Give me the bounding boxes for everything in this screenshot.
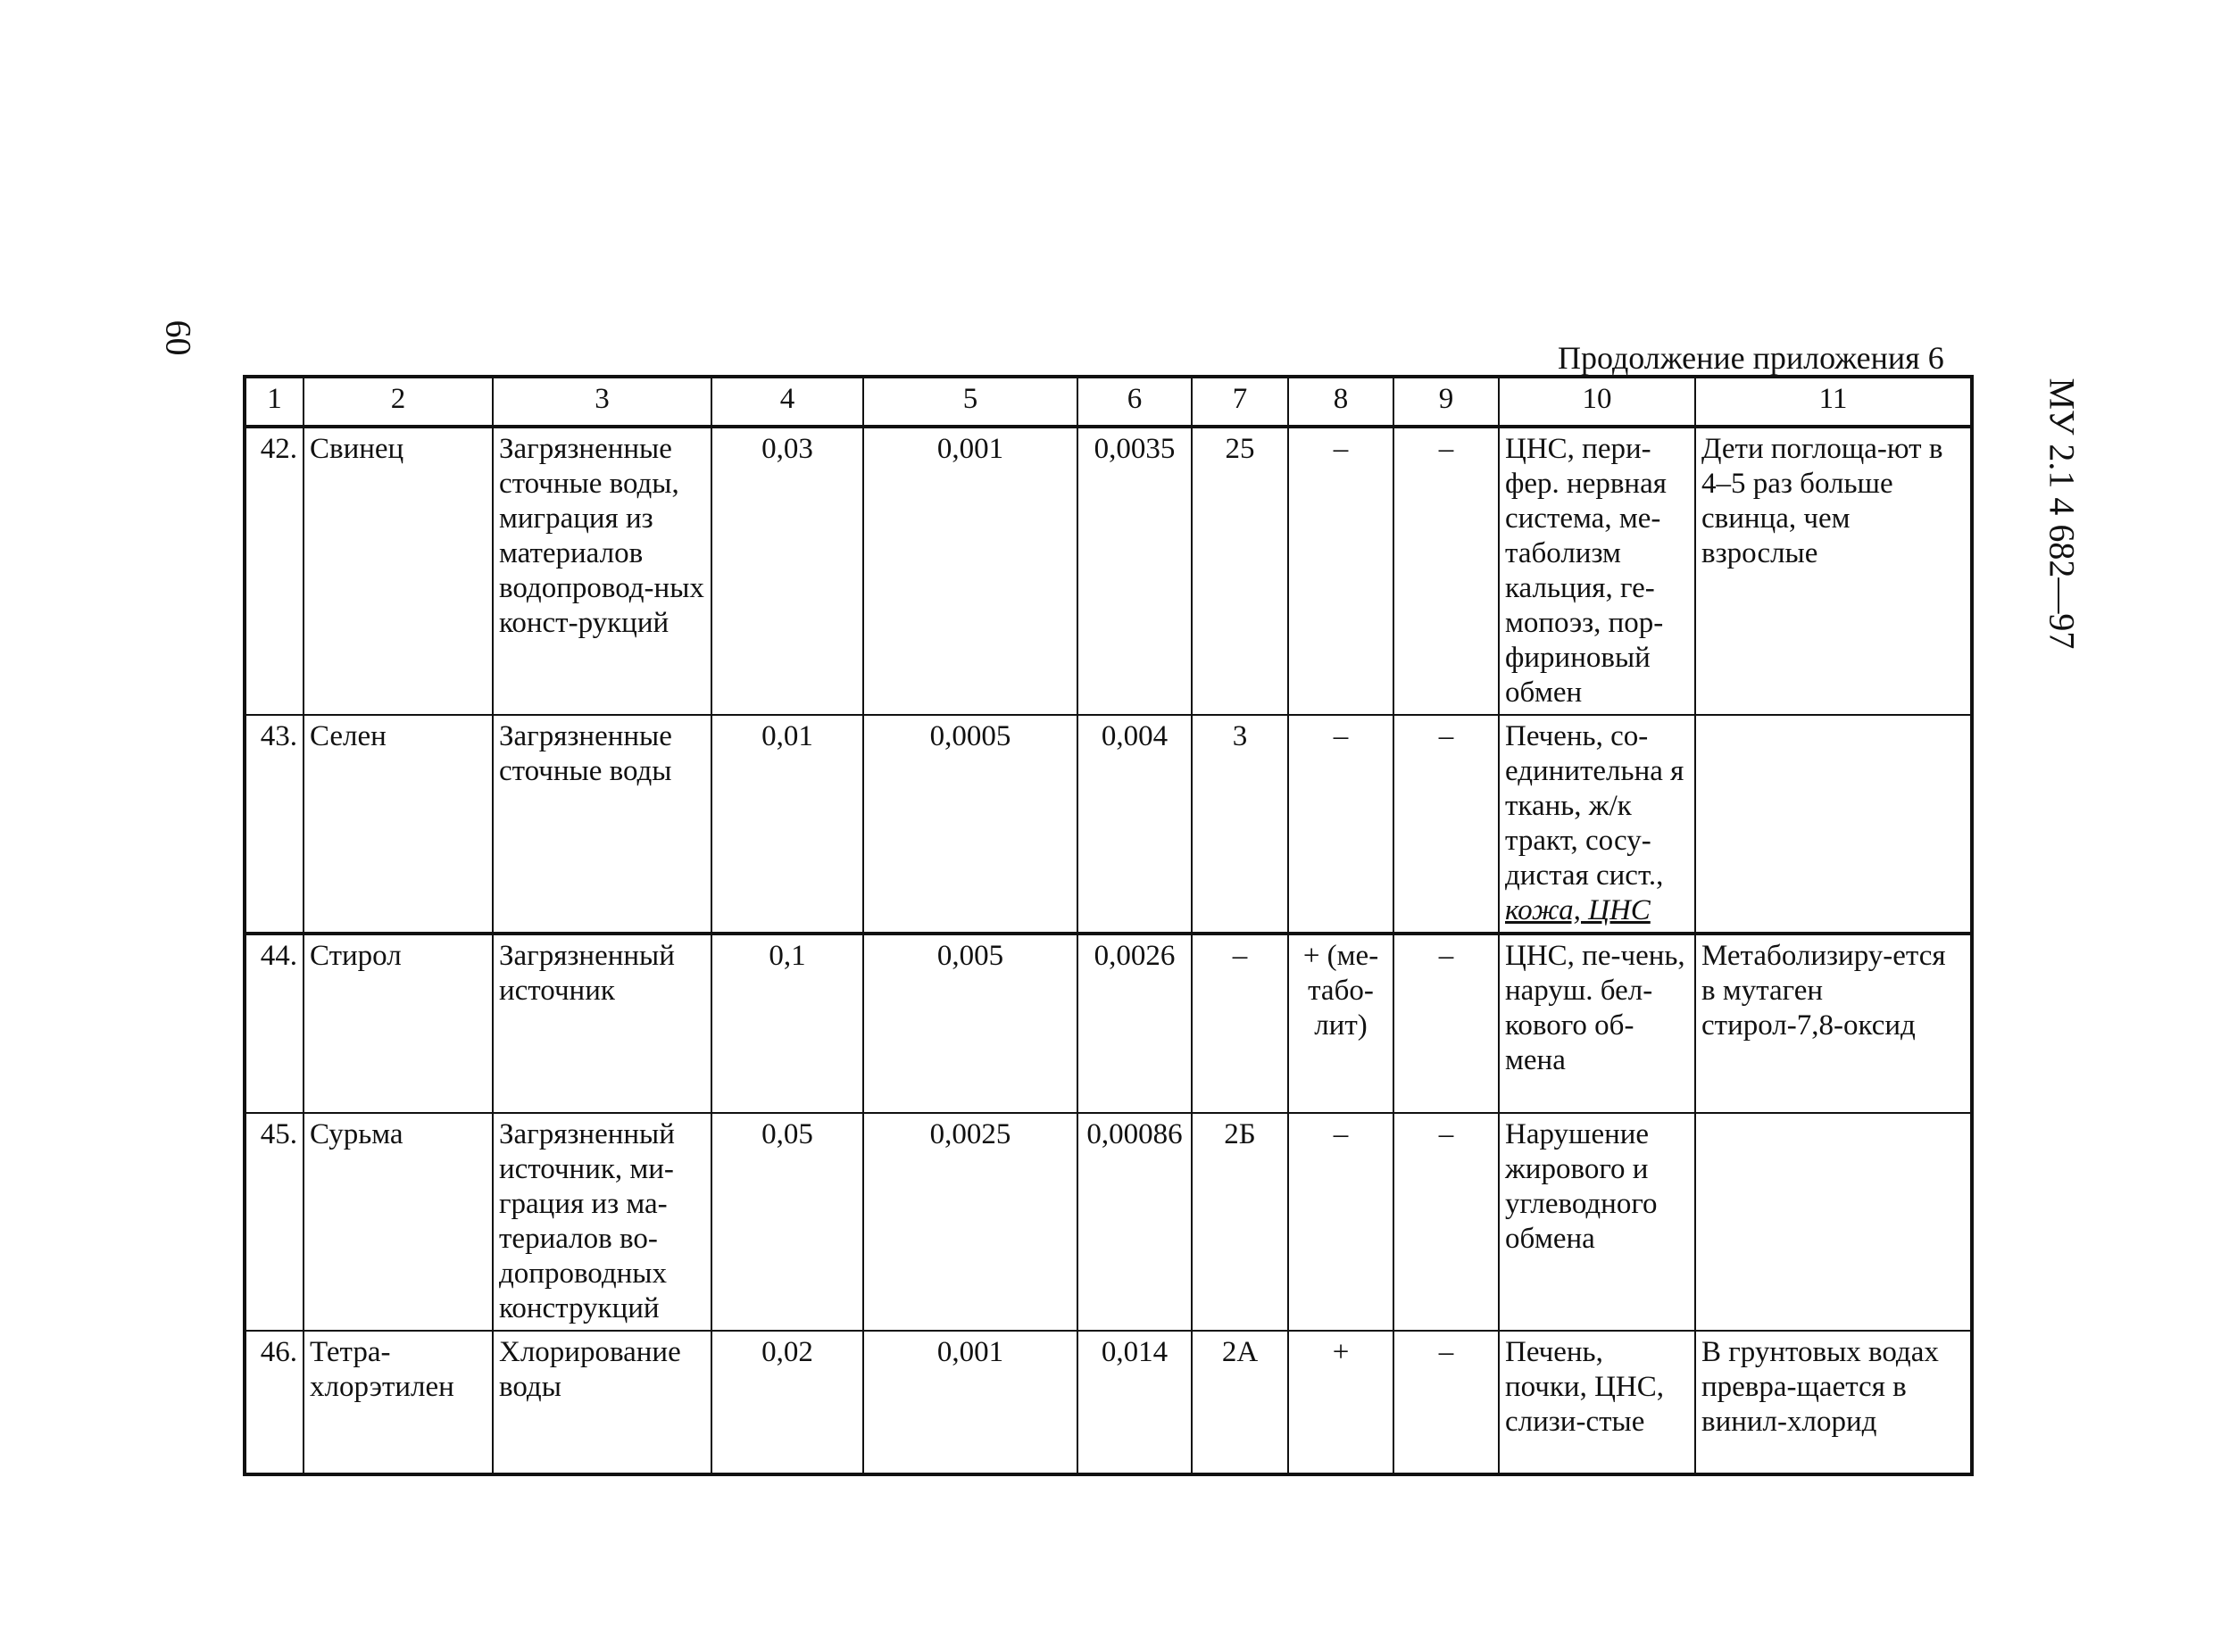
notes-cell: В грунтовых водах превра-щается в винил-хлорид [1695, 1331, 1972, 1474]
column-header: 9 [1393, 377, 1499, 427]
value-cell: – [1288, 715, 1393, 934]
substance-cell: Свинец [304, 427, 493, 715]
substance-cell: Стирол [304, 934, 493, 1113]
source-cell: Загрязненные сточные воды [493, 715, 711, 934]
value-cell: – [1192, 934, 1288, 1113]
substance-cell: Тетра-хлорэтилен [304, 1331, 493, 1474]
value-cell: – [1288, 1113, 1393, 1331]
value-cell: 0,005 [863, 934, 1077, 1113]
organs-text: Печень, со-единительна я ткань, ж/к тракт, сосу-дистая сист., [1505, 720, 1684, 892]
continuation-caption: Продолжение приложения 6 [1558, 340, 1944, 376]
notes-cell: Дети поглоща-ют в 4–5 раз больше свинца, чем взрослые [1695, 427, 1972, 715]
value-cell: + [1288, 1331, 1393, 1474]
organs-cell: ЦНС, пе-чень, наруш. бел-кового об-мена [1499, 934, 1695, 1113]
header-row [245, 377, 1972, 427]
row-number: 42. [245, 427, 304, 715]
source-cell: Загрязненные сточные воды, миграция из материалов водопровод-ных конст-рукций [493, 427, 711, 715]
value-cell: 0,00086 [1077, 1113, 1192, 1331]
notes-cell [1695, 715, 1972, 934]
organs-extra-text: кожа, ЦНС [1505, 894, 1651, 926]
organs-cell [1499, 715, 1695, 934]
organs-cell: ЦНС, пери-фер. нервная система, ме-таболизм кальция, ге-мопоэз, пор-фириновый обмен [1499, 427, 1695, 715]
value-cell: + (ме-табо-лит) [1288, 934, 1393, 1113]
column-header: 4 [711, 377, 863, 427]
table-row [245, 427, 1972, 715]
table-row [245, 1113, 1972, 1331]
column-header: 8 [1288, 377, 1393, 427]
row-number: 45. [245, 1113, 304, 1331]
value-cell: 0,0035 [1077, 427, 1192, 715]
column-header: 6 [1077, 377, 1192, 427]
page-number: 60 [158, 320, 199, 356]
column-header: 7 [1192, 377, 1288, 427]
substance-cell: Селен [304, 715, 493, 934]
document-code: МУ 2.1 4 682—97 [2042, 378, 2083, 650]
organs-cell: Нарушение жирового и углеводного обмена [1499, 1113, 1695, 1331]
value-cell: 0,0025 [863, 1113, 1077, 1331]
value-cell: 0,014 [1077, 1331, 1192, 1474]
value-cell: 0,001 [863, 1331, 1077, 1474]
notes-cell: Метаболизиру-ется в мутаген стирол-7,8-оксид [1695, 934, 1972, 1113]
organs-cell: Печень, почки, ЦНС, слизи-стые [1499, 1331, 1695, 1474]
column-header: 1 [245, 377, 304, 427]
source-cell: Загрязненный источник, ми-грация из ма-териалов во-допроводных конструкций [493, 1113, 711, 1331]
value-cell: 2Б [1192, 1113, 1288, 1331]
table-row [245, 1331, 1972, 1474]
row-number: 44. [245, 934, 304, 1113]
value-cell: 2А [1192, 1331, 1288, 1474]
column-header: 5 [863, 377, 1077, 427]
row-number: 43. [245, 715, 304, 934]
value-cell: – [1393, 1113, 1499, 1331]
value-cell: 25 [1192, 427, 1288, 715]
row-number: 46. [245, 1331, 304, 1474]
value-cell: 0,0026 [1077, 934, 1192, 1113]
value-cell: – [1393, 427, 1499, 715]
value-cell: 0,004 [1077, 715, 1192, 934]
value-cell: – [1393, 934, 1499, 1113]
value-cell: – [1393, 1331, 1499, 1474]
value-cell: 0,05 [711, 1113, 863, 1331]
column-header: 2 [304, 377, 493, 427]
value-cell: 0,001 [863, 427, 1077, 715]
value-cell: 0,03 [711, 427, 863, 715]
table-row [245, 715, 1972, 934]
value-cell: 0,02 [711, 1331, 863, 1474]
value-cell: 0,01 [711, 715, 863, 934]
data-table [243, 375, 1974, 1476]
value-cell: 0,1 [711, 934, 863, 1113]
table-row [245, 934, 1972, 1113]
substance-cell: Сурьма [304, 1113, 493, 1331]
column-header: 3 [493, 377, 711, 427]
value-cell: – [1393, 715, 1499, 934]
notes-cell [1695, 1113, 1972, 1331]
column-header: 10 [1499, 377, 1695, 427]
value-cell: 0,0005 [863, 715, 1077, 934]
value-cell: 3 [1192, 715, 1288, 934]
column-header: 11 [1695, 377, 1972, 427]
source-cell: Загрязненный источник [493, 934, 711, 1113]
value-cell: – [1288, 427, 1393, 715]
source-cell: Хлорирование воды [493, 1331, 711, 1474]
